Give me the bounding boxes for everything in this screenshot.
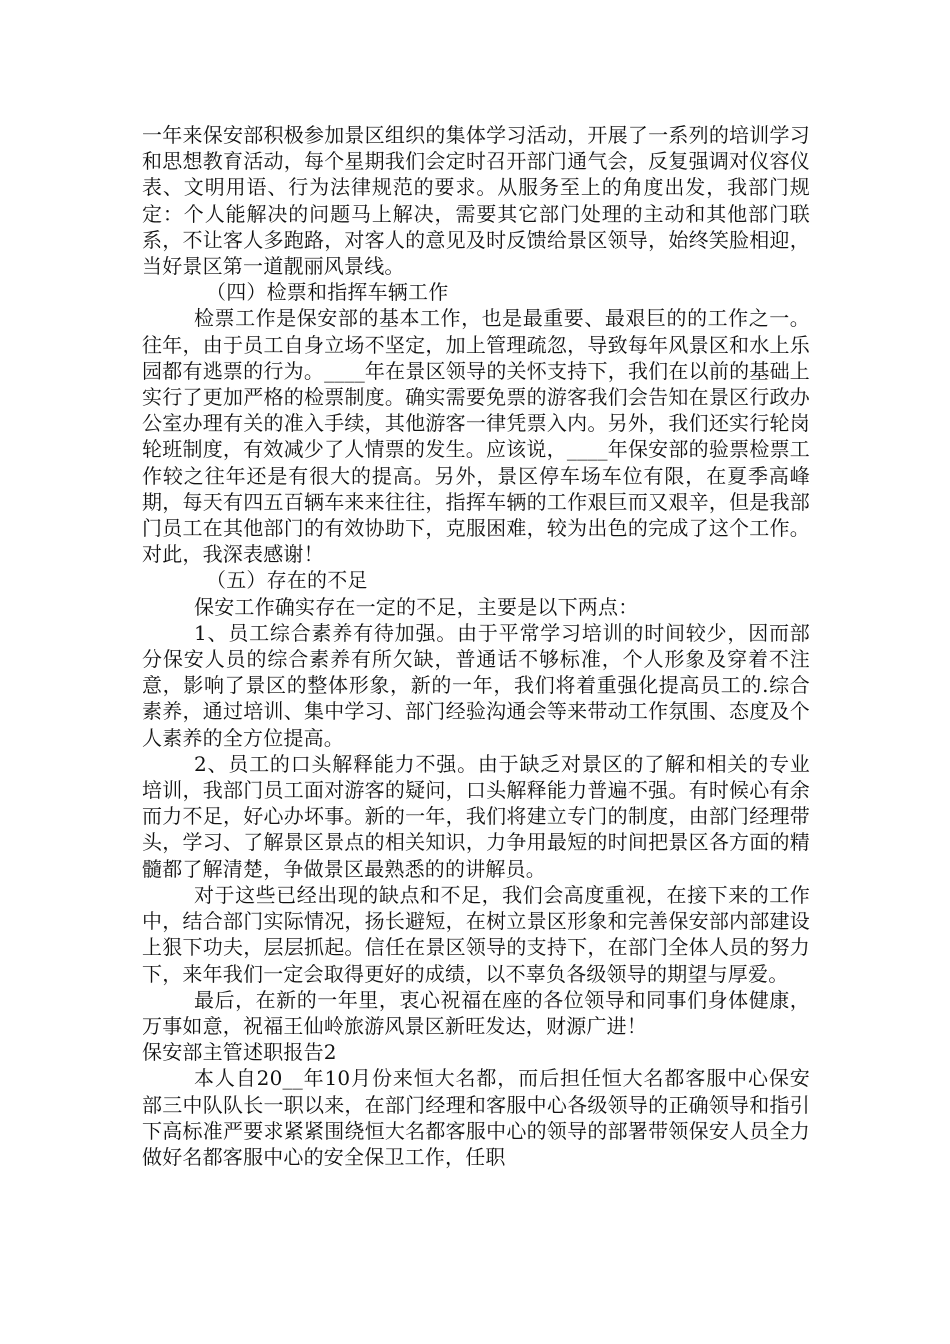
paragraph-ticket-check: 检票工作是保安部的基本工作，也是最重要、最艰巨的的工作之一。往年，由于员工自身立场不坚定，加上管理疏忽，导致每年风景区和水上乐园都有逃票的行为。____年在景区领导的关怀支持下，我们在以前的基础上实行了更加严格的检票制度。确实需要免票的游客我们会告知在景区行政办公室办理有关的准入手续，其他游客一律凭票入内。另外，我们还实行轮岗轮班制度，有效减少了人情票的发生。应该说，____年保安部的验票检票工作较之往年还是有很大的提高。另外，景区停车场车位有限，在夏季高峰期，每天有四五百辆车来来往往，指挥车辆的工作艰巨而又艰辛，但是我部门员工在其他部门的有效协助下，克服困难，较为出色的完成了这个工作。对此，我深表感谢！: [142, 306, 810, 567]
paragraph-shortcomings-intro: 保安工作确实存在一定的不足，主要是以下两点：: [194, 594, 639, 619]
section-heading-ticket-check: （四）检票和指挥车辆工作: [206, 280, 449, 305]
report-title-2: 保安部主管述职报告2: [142, 1040, 337, 1065]
document-body: [142, 122, 810, 1170]
paragraph-improvement: 对于这些已经出现的缺点和不足，我们会高度重视，在接下来的工作中，结合部门实际情况，扬长避短，在树立景区形象和完善保安部内部建设上狠下功夫，层层抓起。信任在景区领导的支持下，在部门全体人员的努力下，来年我们一定会取得更好的成绩，以不辜负各级领导的期望与厚爱。: [142, 882, 810, 986]
paragraph-closing-wishes: 最后，在新的一年里，衷心祝福在座的各位领导和同事们身体健康，万事如意，祝福王仙岭旅游风景区新旺发达，财源广进！: [142, 987, 810, 1038]
paragraph-shortcoming-1: 1、员工综合素养有待加强。由于平常学习培训的时间较少，因而部分保安人员的综合素养有所欠缺，普通话不够标准，个人形象及穿着不注意，影响了景区的整体形象，新的一年，我们将着重强化提高员工的.综合素养，通过培训、集中学习、部门经验沟通会等来带动工作氛围、态度及个人素养的全方位提高。: [142, 620, 810, 750]
section-heading-shortcomings: （五）存在的不足: [206, 568, 368, 593]
paragraph-shortcoming-2: 2、员工的口头解释能力不强。由于缺乏对景区的了解和相关的专业培训，我部门员工面对游客的疑问，口头解释能力普遍不强。有时候心有余而力不足，好心办坏事。新的一年，我们将建立专门的制度，由部门经理带头，学习、了解景区景点的相关知识，力争用最短的时间把景区各方面的精髓都了解清楚，争做景区最熟悉的的讲解员。: [142, 751, 810, 881]
paragraph-report-2-intro: 本人自20__年10月份来恒大名都，而后担任恒大名都客服中心保安部三中队队长一职以来，在部门经理和客服中心各级领导的正确领导和指引下高标准严要求紧紧围绕恒大名都客服中心的领导的部署带领保安人员全力做好名都客服中心的安全保卫工作，任职: [142, 1066, 810, 1169]
paragraph-service-attitude: 一年来保安部积极参加景区组织的集体学习活动，开展了一系列的培训学习和思想教育活动，每个星期我们会定时召开部门通气会，反复强调对仪容仪表、文明用语、行为法律规范的要求。从服务至上的角度出发，我部门规定：个人能解决的问题马上解决，需要其它部门处理的主动和其他部门联系，不让客人多跑路，对客人的意见及时反馈给景区领导，始终笑脸相迎，当好景区第一道靓丽风景线。: [142, 123, 810, 279]
